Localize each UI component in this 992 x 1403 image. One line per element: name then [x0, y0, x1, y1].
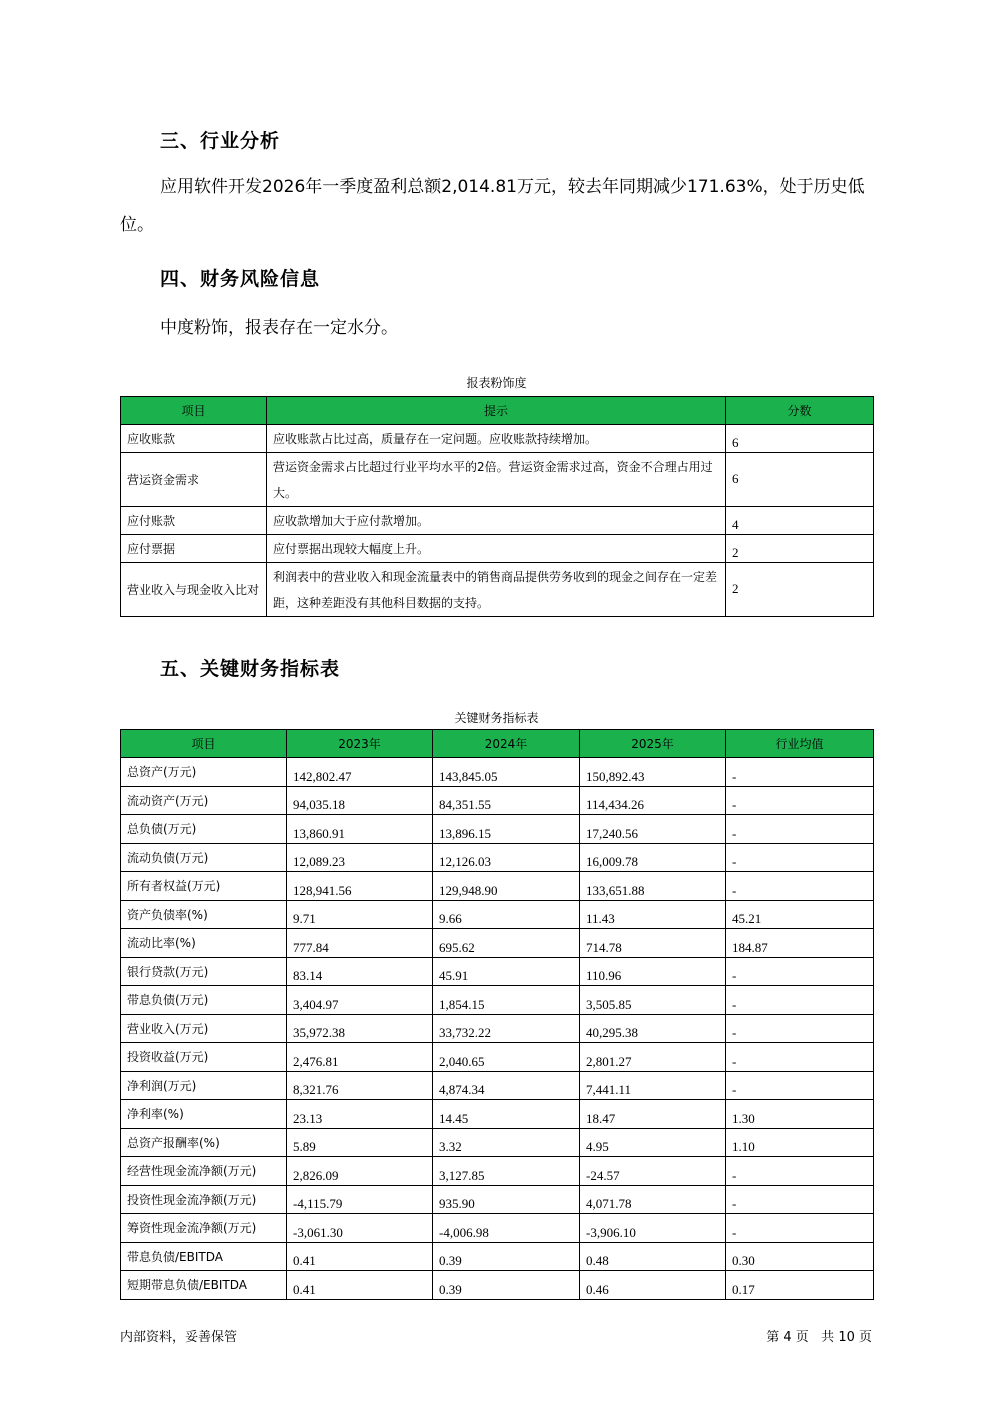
item-cell: 应付票据 [121, 535, 267, 563]
metric-value-cell: 128,941.56 [287, 872, 433, 901]
metric-value-cell: -24.57 [580, 1157, 726, 1186]
metric-value-cell: 2,801.27 [580, 1043, 726, 1072]
metric-value-cell: 8,321.76 [287, 1071, 433, 1100]
metric-value-cell: 935.90 [433, 1185, 580, 1214]
metric-value-cell: - [726, 758, 874, 787]
metric-value-cell: - [726, 872, 874, 901]
metric-value-cell: 1,854.15 [433, 986, 580, 1015]
metric-value-cell: 142,802.47 [287, 758, 433, 787]
metric-value-cell: 11.43 [580, 900, 726, 929]
metric-value-cell: -3,061.30 [287, 1214, 433, 1243]
metrics-table [120, 729, 874, 1300]
metric-value-cell: - [726, 957, 874, 986]
metric-label-cell: 净利润(万元) [121, 1071, 287, 1100]
table-row [121, 1157, 874, 1186]
metric-value-cell: 110.96 [580, 957, 726, 986]
score-cell: 2 [726, 563, 874, 617]
metric-value-cell: - [726, 1043, 874, 1072]
table-row [121, 957, 874, 986]
table-row [121, 453, 874, 507]
item-cell: 应付账款 [121, 507, 267, 535]
metric-value-cell: 0.41 [287, 1271, 433, 1300]
metric-value-cell: 7,441.11 [580, 1071, 726, 1100]
metric-label-cell: 资产负债率(%) [121, 900, 287, 929]
metric-value-cell: 0.46 [580, 1271, 726, 1300]
table-row [121, 1043, 874, 1072]
table-row [121, 815, 874, 844]
metric-value-cell: 83.14 [287, 957, 433, 986]
metric-label-cell: 流动资产(万元) [121, 786, 287, 815]
metric-label-cell: 带息负债/EBITDA [121, 1242, 287, 1271]
hint-cell: 利润表中的营业收入和现金流量表中的销售商品提供劳务收到的现金之间存在一定差距，这种差距没有其他科目数据的支持。 [267, 563, 726, 617]
metric-value-cell: 84,351.55 [433, 786, 580, 815]
metric-value-cell: 133,651.88 [580, 872, 726, 901]
metric-value-cell: - [726, 1014, 874, 1043]
table-row [121, 843, 874, 872]
metric-value-cell: 9.66 [433, 900, 580, 929]
table-row [121, 1185, 874, 1214]
metric-value-cell: 0.41 [287, 1242, 433, 1271]
metric-value-cell: 0.30 [726, 1242, 874, 1271]
table-row [121, 1242, 874, 1271]
section-5-title: 五、关键财务指标表 [160, 658, 341, 680]
footer-left: 内部资料，妥善保管 [120, 1330, 238, 1345]
table-row [121, 986, 874, 1015]
metric-value-cell: 2,040.65 [433, 1043, 580, 1072]
table-row [121, 1214, 874, 1243]
metric-label-cell: 净利率(%) [121, 1100, 287, 1129]
score-cell: 6 [726, 425, 874, 453]
table-row [121, 507, 874, 535]
table-row [121, 758, 874, 787]
metric-value-cell: 94,035.18 [287, 786, 433, 815]
header-cell: 项目 [121, 397, 267, 425]
metric-value-cell: 184.87 [726, 929, 874, 958]
header-cell: 分数 [726, 397, 874, 425]
metric-label-cell: 总负债(万元) [121, 815, 287, 844]
header-cell: 2025年 [580, 730, 726, 758]
metric-value-cell: - [726, 1185, 874, 1214]
metric-label-cell: 总资产报酬率(%) [121, 1128, 287, 1157]
page-number: 第 4 页 共 10 页 [766, 1330, 872, 1345]
metric-value-cell: 114,434.26 [580, 786, 726, 815]
metric-value-cell: 2,826.09 [287, 1157, 433, 1186]
metric-value-cell: 143,845.05 [433, 758, 580, 787]
metric-value-cell: 45.91 [433, 957, 580, 986]
metric-value-cell: 2,476.81 [287, 1043, 433, 1072]
metric-value-cell: 4,071.78 [580, 1185, 726, 1214]
metric-value-cell: 0.39 [433, 1242, 580, 1271]
metric-label-cell: 投资性现金流净额(万元) [121, 1185, 287, 1214]
metric-value-cell: 40,295.38 [580, 1014, 726, 1043]
metric-label-cell: 短期带息负债/EBITDA [121, 1271, 287, 1300]
risk-table-header [121, 397, 874, 425]
metric-value-cell: - [726, 843, 874, 872]
metrics-table-caption: 关键财务指标表 [454, 711, 539, 725]
table-row [121, 563, 874, 617]
table-row [121, 929, 874, 958]
score-cell: 4 [726, 507, 874, 535]
hint-cell: 应收账款占比过高，质量存在一定问题。应收账款持续增加。 [267, 425, 726, 453]
metrics-table-body [121, 758, 874, 1300]
metric-value-cell: - [726, 1157, 874, 1186]
metric-value-cell: 1.30 [726, 1100, 874, 1129]
metric-value-cell: 33,732.22 [433, 1014, 580, 1043]
metric-label-cell: 筹资性现金流净额(万元) [121, 1214, 287, 1243]
metric-value-cell: 12,089.23 [287, 843, 433, 872]
metric-value-cell: - [726, 815, 874, 844]
header-cell: 2023年 [287, 730, 433, 758]
metric-value-cell: 0.48 [580, 1242, 726, 1271]
metric-value-cell: - [726, 1214, 874, 1243]
header-cell: 2024年 [433, 730, 580, 758]
score-cell: 6 [726, 453, 874, 507]
metric-value-cell: 9.71 [287, 900, 433, 929]
metric-value-cell: 3,505.85 [580, 986, 726, 1015]
header-cell: 提示 [267, 397, 726, 425]
metric-value-cell: 5.89 [287, 1128, 433, 1157]
metric-value-cell: 4,874.34 [433, 1071, 580, 1100]
table-row [121, 900, 874, 929]
table-row [121, 535, 874, 563]
metric-label-cell: 经营性现金流净额(万元) [121, 1157, 287, 1186]
metric-label-cell: 总资产(万元) [121, 758, 287, 787]
metric-label-cell: 投资收益(万元) [121, 1043, 287, 1072]
metric-value-cell: - [726, 1071, 874, 1100]
metric-value-cell: 129,948.90 [433, 872, 580, 901]
metric-value-cell: 45.21 [726, 900, 874, 929]
metric-value-cell: 23.13 [287, 1100, 433, 1129]
item-cell: 应收账款 [121, 425, 267, 453]
metric-value-cell: 3.32 [433, 1128, 580, 1157]
metric-label-cell: 银行贷款(万元) [121, 957, 287, 986]
metric-value-cell: -4,006.98 [433, 1214, 580, 1243]
metrics-table-header [121, 730, 874, 758]
metric-value-cell: 16,009.78 [580, 843, 726, 872]
table-row [121, 425, 874, 453]
metric-label-cell: 流动负债(万元) [121, 843, 287, 872]
metric-label-cell: 营业收入(万元) [121, 1014, 287, 1043]
hint-cell: 营运资金需求占比超过行业平均水平的2倍。营运资金需求过高，资金不合理占用过大。 [267, 453, 726, 507]
metric-value-cell: 777.84 [287, 929, 433, 958]
metric-value-cell: 13,896.15 [433, 815, 580, 844]
metric-label-cell: 带息负债(万元) [121, 986, 287, 1015]
item-cell: 营运资金需求 [121, 453, 267, 507]
risk-table [120, 396, 874, 617]
table-row [121, 1128, 874, 1157]
metric-value-cell: 3,127.85 [433, 1157, 580, 1186]
metric-value-cell: 12,126.03 [433, 843, 580, 872]
table-row [121, 1271, 874, 1300]
metric-value-cell: 150,892.43 [580, 758, 726, 787]
metric-value-cell: - [726, 786, 874, 815]
metric-value-cell: 714.78 [580, 929, 726, 958]
table-row [121, 786, 874, 815]
metric-value-cell: 3,404.97 [287, 986, 433, 1015]
metric-value-cell: 0.39 [433, 1271, 580, 1300]
table-row [121, 1014, 874, 1043]
table-row [121, 1071, 874, 1100]
metric-value-cell: 4.95 [580, 1128, 726, 1157]
metric-value-cell: - [726, 986, 874, 1015]
table-row [121, 1100, 874, 1129]
metric-value-cell: 18.47 [580, 1100, 726, 1129]
metric-label-cell: 所有者权益(万元) [121, 872, 287, 901]
item-cell: 营业收入与现金收入比对 [121, 563, 267, 617]
section-4-paragraph: 中度粉饰，报表存在一定水分。 [160, 318, 398, 338]
metric-value-cell: 695.62 [433, 929, 580, 958]
hint-cell: 应付票据出现较大幅度上升。 [267, 535, 726, 563]
header-cell: 行业均值 [726, 730, 874, 758]
hint-cell: 应收款增加大于应付款增加。 [267, 507, 726, 535]
section-3-paragraph: 应用软件开发2026年一季度盈利总额2,014.81万元，较去年同期减少171.63%，处于历史低位。 [120, 177, 865, 235]
risk-table-caption: 报表粉饰度 [466, 376, 527, 390]
header-cell: 项目 [121, 730, 287, 758]
metric-value-cell: 14.45 [433, 1100, 580, 1129]
score-cell: 2 [726, 535, 874, 563]
metric-value-cell: 35,972.38 [287, 1014, 433, 1043]
metric-value-cell: -3,906.10 [580, 1214, 726, 1243]
metric-value-cell: 17,240.56 [580, 815, 726, 844]
metric-value-cell: 1.10 [726, 1128, 874, 1157]
section-4-title: 四、财务风险信息 [160, 268, 321, 290]
metric-value-cell: 0.17 [726, 1271, 874, 1300]
table-row [121, 872, 874, 901]
metric-value-cell: 13,860.91 [287, 815, 433, 844]
section-3-title: 三、行业分析 [160, 130, 281, 152]
metric-label-cell: 流动比率(%) [121, 929, 287, 958]
metric-value-cell: -4,115.79 [287, 1185, 433, 1214]
